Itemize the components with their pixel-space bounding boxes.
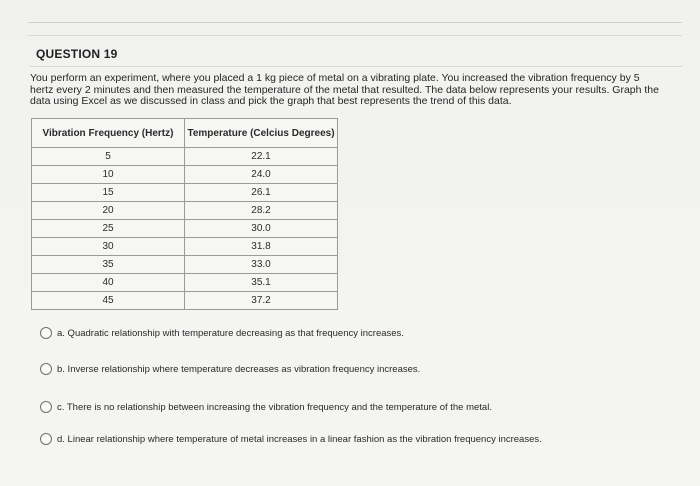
table-row (32, 292, 338, 310)
table-row (32, 220, 338, 238)
divider (28, 22, 682, 23)
table-cell: 5 (32, 148, 185, 166)
table-cell: 30 (32, 238, 185, 256)
table-cell: 40 (32, 274, 185, 292)
table-cell: 35 (32, 256, 185, 274)
table-header-row (32, 119, 338, 148)
table-row (32, 256, 338, 274)
answer-option-d[interactable] (40, 431, 542, 447)
table-cell: 26.1 (185, 184, 338, 202)
table-row (32, 148, 338, 166)
radio-button-a[interactable] (40, 327, 52, 339)
radio-button-c[interactable] (40, 401, 52, 413)
table-cell: 35.1 (185, 274, 338, 292)
table-cell: 45 (32, 292, 185, 310)
table-cell: 30.0 (185, 220, 338, 238)
table-cell: 25 (32, 220, 185, 238)
radio-button-d[interactable] (40, 433, 52, 445)
answer-option-label: b. Inverse relationship where temperature decreases as vibration frequency increases. (57, 363, 421, 375)
table-cell: 22.1 (185, 148, 338, 166)
answer-option-a[interactable] (40, 325, 404, 341)
answer-option-c[interactable] (40, 399, 492, 415)
radio-button-b[interactable] (40, 363, 52, 375)
table-row (32, 274, 338, 292)
answer-option-b[interactable] (40, 361, 420, 377)
table-row (32, 238, 338, 256)
column-header-temperature: Temperature (Celcius Degrees) (185, 119, 338, 148)
table-cell: 37.2 (185, 292, 338, 310)
divider (30, 66, 682, 67)
answer-option-label: d. Linear relationship where temperature of metal increases in a linear fashion as the vibration frequency increases. (57, 433, 542, 445)
table-cell: 20 (32, 202, 185, 220)
question-title: QUESTION 19 (36, 47, 118, 61)
table-cell: 28.2 (185, 202, 338, 220)
question-prompt: You perform an experiment, where you placed a 1 kg piece of metal on a vibrating plate. You increased the vibration frequency by 5 hertz every 2 minutes and then measured the temperature of the metal that resulted. The data below represents your results. Graph the data using Excel as we discussed in class and pick the graph that best represents the trend of this data. (30, 72, 659, 107)
table-cell: 31.8 (185, 238, 338, 256)
table-cell: 15 (32, 184, 185, 202)
table-cell: 24.0 (185, 166, 338, 184)
divider (28, 35, 682, 36)
table-row (32, 184, 338, 202)
answer-option-label: a. Quadratic relationship with temperature decreasing as that frequency increases. (57, 327, 404, 339)
table-cell: 10 (32, 166, 185, 184)
table-row (32, 202, 338, 220)
table-cell: 33.0 (185, 256, 338, 274)
data-table (31, 118, 338, 310)
answer-option-label: c. There is no relationship between increasing the vibration frequency and the temperature of the metal. (57, 401, 492, 413)
column-header-frequency: Vibration Frequency (Hertz) (32, 119, 185, 148)
table-row (32, 166, 338, 184)
